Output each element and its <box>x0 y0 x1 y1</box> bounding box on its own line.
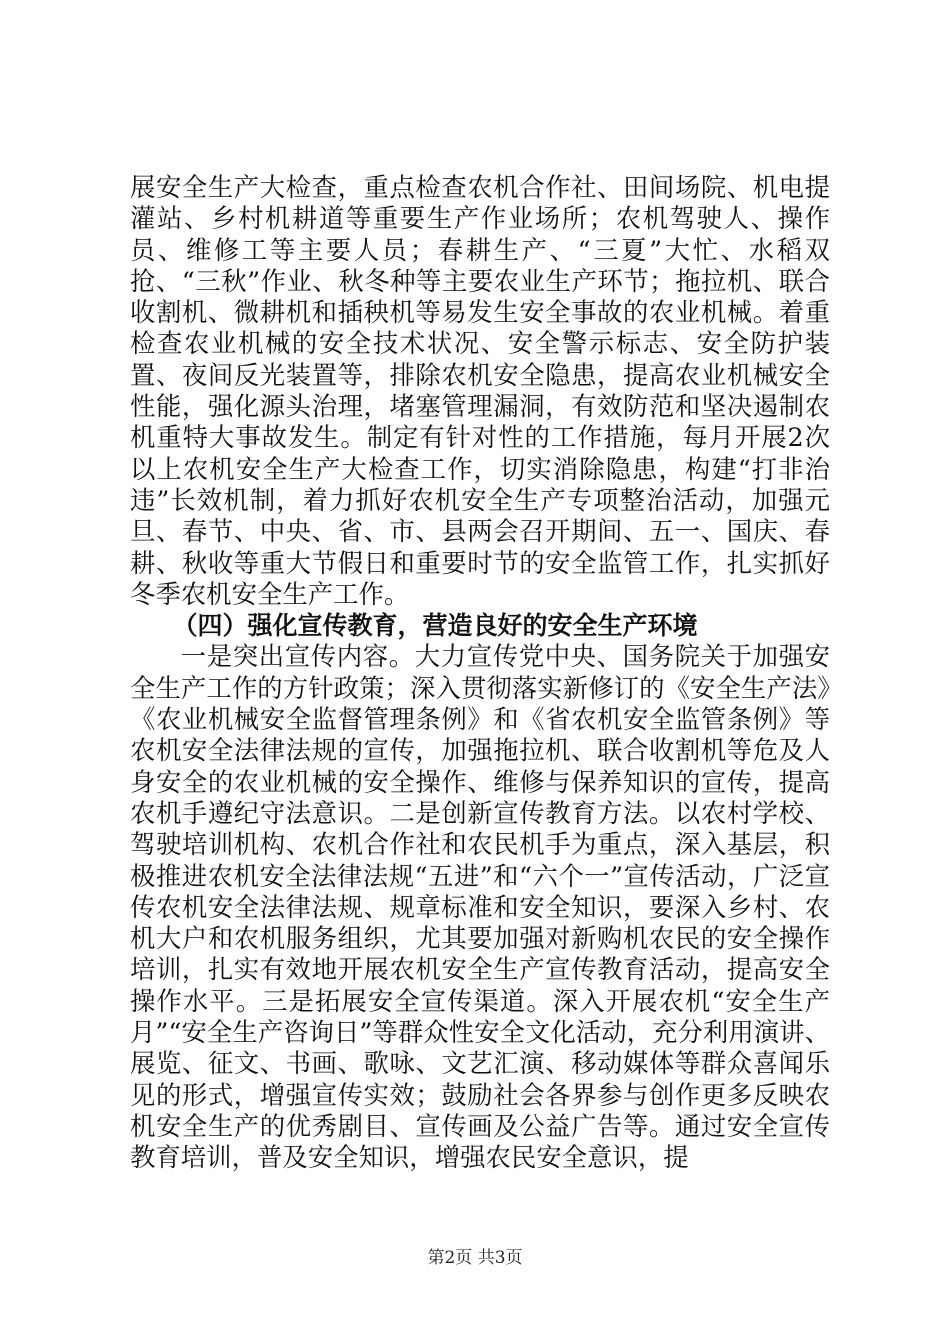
body-paragraph: 一是突出宣传内容。大力宣传党中央、国务院关于加强安全生产工作的方针政策；深入贯彻落实新修订的《安全生产法》《农业机械安全监督管理条例》和《省农机安全监管条例》等农机安全法律法规的宣传，加强拖拉机、联合收割机等危及人身安全的农业机械的安全操作、维修与保养知识的宣传，提高农机手遵纪守法意识。二是创新宣传教育方法。以农村学校、驾驶培训机构、农机合作社和农民机手为重点，深入基层，积极推进农机安全法律法规“五进”和“六个一”宣传活动，广泛宣传农机安全法律法规、规章标准和安全知识，要深入乡村、农机大户和农机服务组织，尤其要加强对新购机农民的安全操作培训，扎实有效地开展农机安全生产宣传教育活动，提高安全操作水平。三是拓展安全宣传渠道。深入开展农机“安全生产月”“安全生产咨询日”等群众性安全文化活动，充分利用演讲、展览、征文、书画、歌咏、文艺汇演、移动媒体等群众喜闻乐见的形式，增强宣传实效；鼓励社会各界参与创作更多反映农机安全生产的优秀剧目、宣传画及公益广告等。通过安全宣传教育培训，普及安全知识，增强农民安全意识，提 <box>130 641 830 1173</box>
body-paragraph-continued: 展安全生产大检查，重点检查农机合作社、田间场院、机电提灌站、乡村机耕道等重要生产作业场所；农机驾驶人、操作员、维修工等主要人员；春耕生产、“三夏”大忙、水稻双抢、“三秋”作业、秋冬种等主要农业生产环节；拖拉机、联合收割机、微耕机和插秧机等易发生安全事故的农业机械。着重检查农业机械的安全技术状况、安全警示标志、安全防护装置、夜间反光装置等，排除农机安全隐患，提高农业机械安全性能，强化源头治理，堵塞管理漏洞，有效防范和坚决遏制农机重特大事故发生。制定有针对性的工作措施，每月开展2次以上农机安全生产大检查工作，切实消除隐患，构建“打非治违”长效机制，着力抓好农机安全生产专项整治活动，加强元旦、春节、中央、省、市、县两会召开期间、五一、国庆、春耕、秋收等重大节假日和重要时节的安全监管工作，扎实抓好冬季农机安全生产工作。 <box>130 172 830 609</box>
document-body <box>130 172 830 1174</box>
page-footer: 第2页 共3页 <box>427 1248 523 1268</box>
section-heading: （四）强化宣传教育，营造良好的安全生产环境 <box>172 611 698 641</box>
